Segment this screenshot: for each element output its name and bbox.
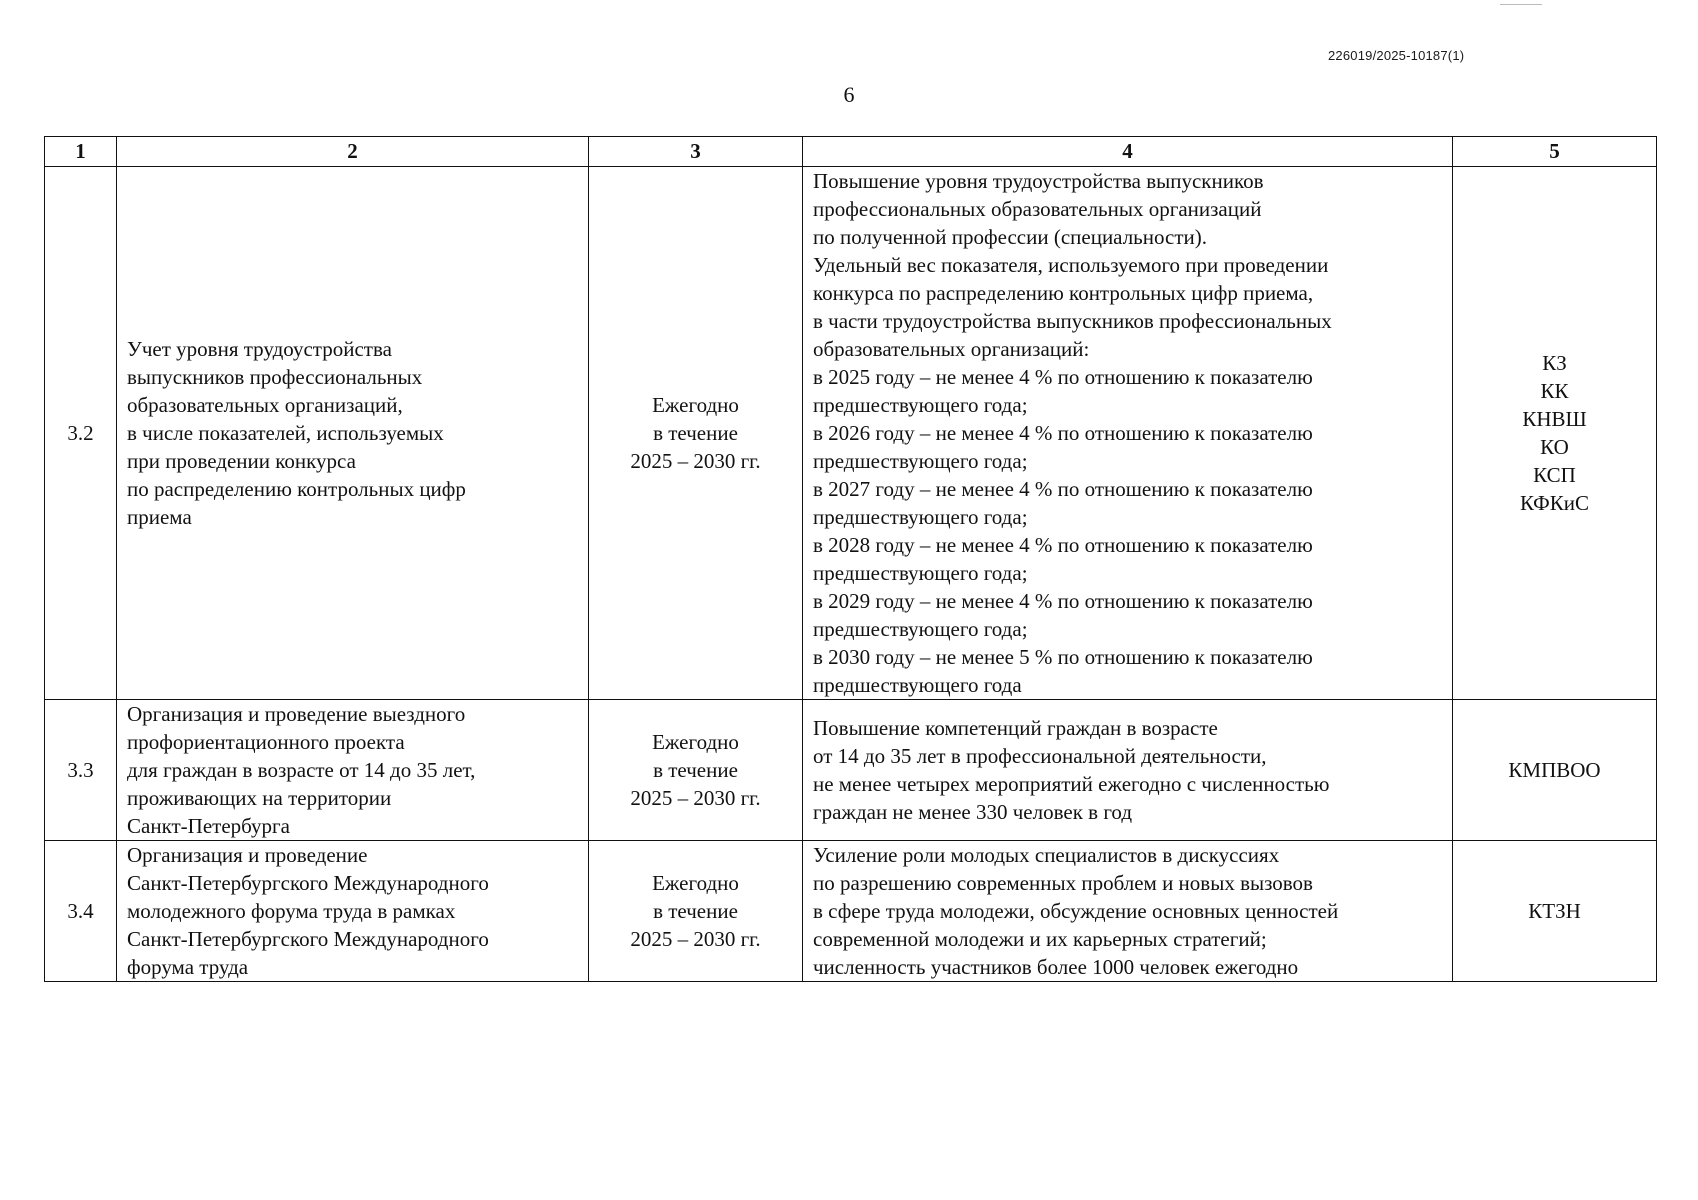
text-line: КО <box>1540 435 1569 459</box>
text-line: Санкт-Петербурга <box>127 814 290 838</box>
text-line: КТЗН <box>1528 899 1581 923</box>
text-line: не менее четырех мероприятий ежегодно с численностью <box>813 772 1330 796</box>
text-line: Учет уровня трудоустройства <box>127 337 392 361</box>
table-row <box>45 700 1657 841</box>
text-line: по разрешению современных проблем и новых вызовов <box>813 871 1313 895</box>
text-line: предшествующего года; <box>813 617 1028 641</box>
text-line: Санкт-Петербургского Международного <box>127 927 489 951</box>
text-line: профессиональных образовательных организаций <box>813 197 1262 221</box>
text-line: предшествующего года <box>813 673 1022 697</box>
text-line: предшествующего года; <box>813 505 1028 529</box>
text-line: Повышение уровня трудоустройства выпускников <box>813 169 1264 193</box>
text-line: Санкт-Петербургского Международного <box>127 871 489 895</box>
text-line: проживающих на территории <box>127 786 392 810</box>
text-line: Повышение компетенций граждан в возрасте <box>813 716 1218 740</box>
expected-result <box>803 167 1453 700</box>
text-line: в 2030 году – не менее 5 % по отношению к показателю <box>813 645 1313 669</box>
text-line: образовательных организаций, <box>127 393 403 417</box>
text-line: КК <box>1540 379 1569 403</box>
text-line: Ежегодно <box>652 393 739 417</box>
text-line: выпускников профессиональных <box>127 365 423 389</box>
text-line: в 2027 году – не менее 4 % по отношению к показателю <box>813 477 1313 501</box>
text-line: граждан не менее 330 человек в год <box>813 800 1132 824</box>
text-line: Удельный вес показателя, используемого при проведении <box>813 253 1329 277</box>
text-line: 2025 – 2030 гг. <box>630 786 761 810</box>
row-number: 3.4 <box>45 841 117 982</box>
document-id: 226019/2025-10187(1) <box>1328 48 1465 63</box>
text-line: современной молодежи и их карьерных стратегий; <box>813 927 1267 951</box>
text-line: в течение <box>653 899 738 923</box>
text-line: Ежегодно <box>652 871 739 895</box>
text-line: Ежегодно <box>652 730 739 754</box>
text-line: 2025 – 2030 гг. <box>630 449 761 473</box>
text-line: образовательных организаций: <box>813 337 1090 361</box>
text-line: в числе показателей, используемых <box>127 421 444 445</box>
table-header-row <box>45 137 1657 167</box>
text-line: КЗ <box>1542 351 1567 375</box>
measure-name <box>117 700 589 841</box>
text-line: Организация и проведение выездного <box>127 702 466 726</box>
text-line: Усиление роли молодых специалистов в дискуссиях <box>813 843 1280 867</box>
text-line: в 2025 году – не менее 4 % по отношению к показателю <box>813 365 1313 389</box>
measure-name <box>117 841 589 982</box>
text-line: 2025 – 2030 гг. <box>630 927 761 951</box>
measure-name <box>117 167 589 700</box>
expected-result <box>803 700 1453 841</box>
text-line: для граждан в возрасте от 14 до 35 лет, <box>127 758 476 782</box>
term <box>589 700 803 841</box>
term <box>589 841 803 982</box>
text-line: приема <box>127 505 192 529</box>
text-line: в 2026 году – не менее 4 % по отношению к показателю <box>813 421 1313 445</box>
text-line: в части трудоустройства выпускников профессиональных <box>813 309 1332 333</box>
header-col-1: 1 <box>45 137 117 167</box>
executors <box>1453 167 1657 700</box>
page-number: 6 <box>843 82 855 107</box>
header-col-3: 3 <box>589 137 803 167</box>
text-line: предшествующего года; <box>813 561 1028 585</box>
text-line: КМПВОО <box>1508 758 1601 782</box>
scan-corner-mark <box>1500 0 1542 5</box>
text-line: в сфере труда молодежи, обсуждение основных ценностей <box>813 899 1339 923</box>
text-line: КНВШ <box>1522 407 1587 431</box>
expected-result <box>803 841 1453 982</box>
text-line: форума труда <box>127 955 249 979</box>
text-line: КСП <box>1533 463 1576 487</box>
text-line: в течение <box>653 421 738 445</box>
header-col-2: 2 <box>117 137 589 167</box>
text-line: по распределению контрольных цифр <box>127 477 466 501</box>
text-line: в 2028 году – не менее 4 % по отношению к показателю <box>813 533 1313 557</box>
text-line: в 2029 году – не менее 4 % по отношению к показателю <box>813 589 1313 613</box>
text-line: от 14 до 35 лет в профессиональной деятельности, <box>813 744 1267 768</box>
row-number: 3.3 <box>45 700 117 841</box>
text-line: профориентационного проекта <box>127 730 405 754</box>
text-line: молодежного форума труда в рамках <box>127 899 456 923</box>
text-line: предшествующего года; <box>813 393 1028 417</box>
executors <box>1453 700 1657 841</box>
text-line: конкурса по распределению контрольных цифр приема, <box>813 281 1314 305</box>
row-number: 3.2 <box>45 167 117 700</box>
text-line: по полученной профессии (специальности). <box>813 225 1207 249</box>
header-col-5: 5 <box>1453 137 1657 167</box>
text-line: численность участников более 1000 человек ежегодно <box>813 955 1299 979</box>
text-line: предшествующего года; <box>813 449 1028 473</box>
text-line: Организация и проведение <box>127 843 368 867</box>
plan-table <box>44 136 1657 982</box>
text-line: КФКиС <box>1520 491 1589 515</box>
text-line: в течение <box>653 758 738 782</box>
table-row <box>45 167 1657 700</box>
executors <box>1453 841 1657 982</box>
table-row <box>45 841 1657 982</box>
text-line: при проведении конкурса <box>127 449 356 473</box>
term <box>589 167 803 700</box>
header-col-4: 4 <box>803 137 1453 167</box>
